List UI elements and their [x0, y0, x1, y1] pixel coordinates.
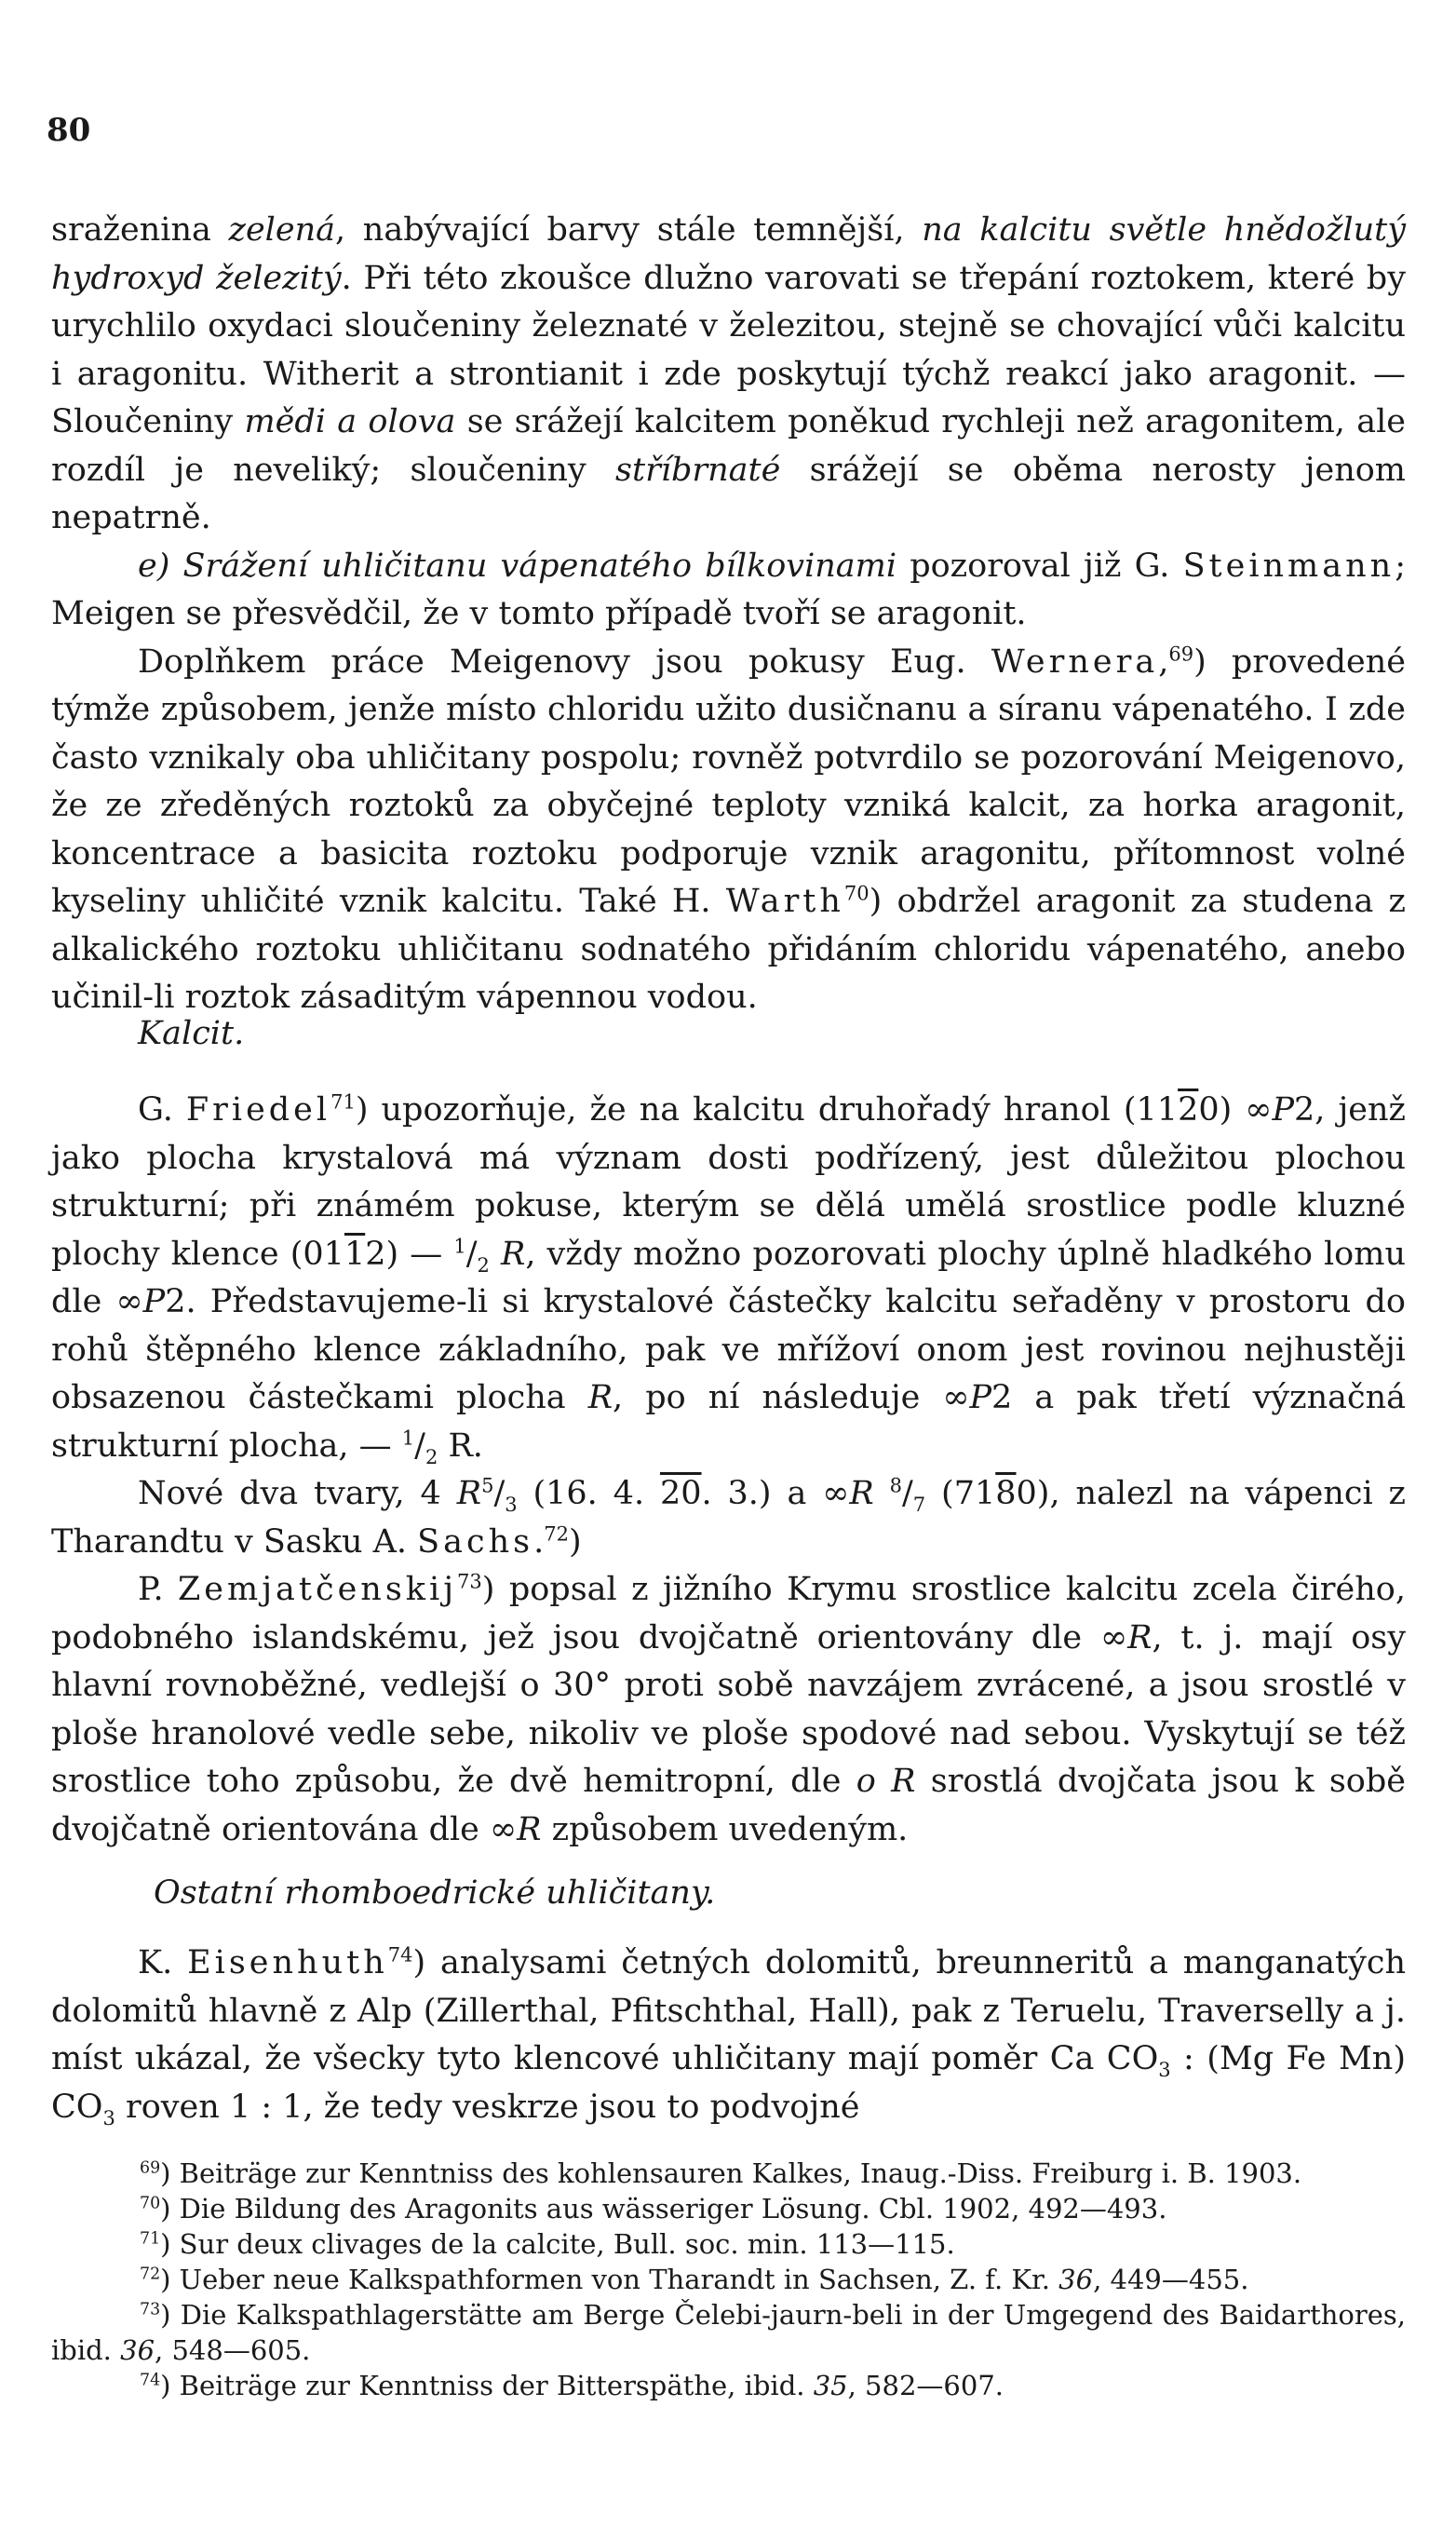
paragraph-2: e) Srážení uhličitanu vápenatého bílkovinami pozoroval již G. Steinmann; Meigen se přesvědčil, že v tomto případě tvoří se aragonit. — [51, 547, 1406, 632]
paragraph-1: sraženina zelená, nabývající barvy stále temnější, na kalcitu světle hnědožlutý hydroxyd železitý. Při této zkoušce dlužno varovati se třepání roztokem, které by urychlilo oxydaci sloučeniny železnaté v železitou, stejně se chovající vůči kalcitu i aragonitu. Witherit a strontianit i zde poskytují týchž reakcí jako aragonit. — Sloučeniny mědi a olova se srážejí kalcitem poněkud rychleji než aragonitem, ale rozdíl je neveliký; sloučeniny stříbrnaté srážejí se oběma nerosty jenom nepatrně. — [51, 211, 1406, 536]
footnote-71: $^{71}$) Sur deux clivages de la calcite, Bull. soc. min. 113—115. — [140, 2228, 955, 2260]
footnote-73: $^{73}$) Die Kalkspathlagerstätte am Berge Čelebi-jaurn-beli in der Umgegend des Baidarthores, ibid. 36, 548—605. — [51, 2299, 1406, 2366]
footnote-74: $^{74}$) Beiträge zur Kenntniss der Bitterspäthe, ibid. 35, 582—607. — [140, 2370, 1004, 2401]
body-text-top — [51, 207, 1406, 1022]
body-text-kalcit — [51, 1087, 1406, 1854]
section-heading-kalcit — [51, 1010, 1406, 1059]
page-number: 80 — [47, 112, 91, 149]
paragraph-4: G. Friedel$^{71}$) upozorňuje, že na kalcitu druhořadý hranol (1120) ∞P2, jenž jako plocha krystalová má význam dosti podřízený, jest důležitou plochou strukturní; při známém pokuse, kterým se dělá umělá srostlice podle kluzné plochy klence (0112) — $^1/_2$ R, vždy možno pozorovati plochy úplně hladkého lomu dle ∞P2. Představujeme-li si krystalové částečky kalcitu seřaděny v prostoru do rohů štěpného klence základního, pak ve mřížoví onom jest rovinou nejhustěji obsazenou částečkami plocha R, po ní následuje ∞P2 a pak třetí význačná strukturní plocha, — $^1/_2$ R. — [51, 1090, 1406, 1468]
heading-other-carbonates: Ostatní rhomboedrické uhličitany. — [154, 1874, 716, 1912]
paragraph-3: Doplňkem práce Meigenovy jsou pokusy Eug. Wernera,$^{69}$) provedené týmže způsobem, jenže místo chloridu užito dusičnanu a síranu vápenatého. I zde často vznikaly oba uhličitany pospolu; rovněž potvrdilo se pozorování Meigenovo, že ze zředěných roztoků za obyčejné teploty vzniká kalcit, za horka aragonit, koncentrace a basicita roztoku podporuje vznik aragonitu, přítomnost volné kyseliny uhličité vznik kalcitu. Také H. Warth$^{70}$) obdržel aragonit za studena z alkalického roztoku uhličitanu sodnatého přidáním chloridu vápenatého, anebo učinil-li roztok zásaditým vápennou vodou. — [51, 642, 1406, 1016]
body-text-other — [51, 1940, 1406, 2131]
footnotes — [51, 2156, 1406, 2403]
footnote-72: $^{72}$) Ueber neue Kalkspathformen von Tharandt in Sachsen, Z. f. Kr. 36, 449—455. — [140, 2264, 1249, 2295]
paragraph-6: P. Zemjatčenskij$^{73}$) popsal z jižního Krymu srostlice kalcitu zcela čirého, podobného islandskému, jež jsou dvojčatně orientovány dle ∞R, t. j. mají osy hlavní rovnoběžné, vedlejší o 30° proti sobě navzájem zvrácené, a jsou srostlé v ploše hranolové vedle sebe, nikoliv ve ploše spodové nad sebou. Vyskytují se též srostlice toho způsobu, že dvě hemitropní, dle o R srostlá dvojčata jsou k sobě dvojčatně orientována dle ∞R způsobem uvedeným. — [51, 1570, 1407, 1848]
heading-kalcit: Kalcit. — [138, 1015, 245, 1052]
paragraph-7: K. Eisenhuth$^{74}$) analysami četných dolomitů, breunneritů a manganatých dolomitů hlavně z Alp (Zillerthal, Pfitschthal, Hall), pak z Teruelu, Traverselly a j. míst ukázal, že všecky tyto klencové uhličitany mají poměr Ca $CO_3$ : (Mg Fe Mn) $CO_3$ roven 1 : 1, že tedy veskrze jsou to podvojné — [51, 1943, 1406, 2130]
footnote-70: $^{70}$) Die Bildung des Aragonits aus wässeriger Lösung. Cbl. 1902, 492—493. — [140, 2193, 1167, 2224]
footnote-69: $^{69}$) Beiträge zur Kenntniss des kohlensauren Kalkes, Inaug.-Diss. Freiburg i. B. 1903. — [140, 2157, 1302, 2189]
paragraph-5: Nové dva tvary, 4 $R^5/_3$ (16. 4. 20. 3.) a ∞R $^8/_7$ (7180), nalezl na vápenci z Tharandtu v Sasku A. Sachs.$^{72}$) — [51, 1474, 1406, 1561]
section-heading-other — [51, 1870, 1406, 1918]
